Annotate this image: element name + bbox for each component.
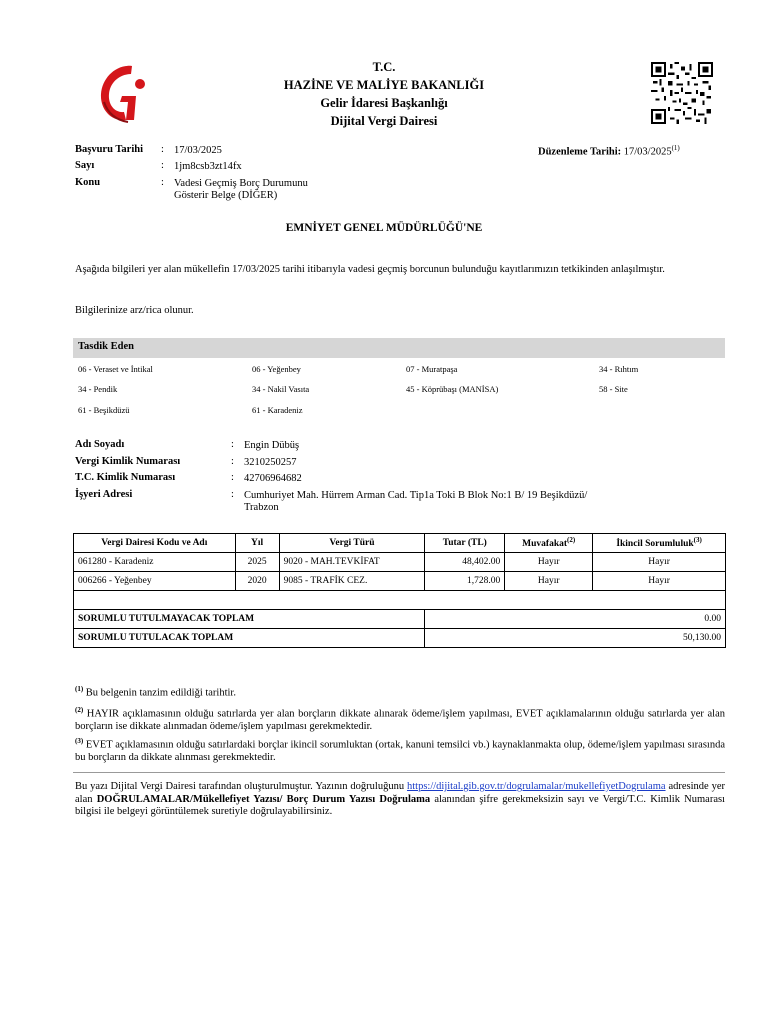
national-id: 42706964682 [244,473,302,484]
note-text: Bu belgenin tanzim edildiği tarihtir. [83,687,236,699]
subject-line-2: Gösterir Belge (DİĞER) [174,190,278,201]
body-text: Aşağıda bilgileri yer alan mükellefin 17/03/2025 tarihi itibarıyla vadesi geçmiş borcunun bulunduğu kayıtlarımızın tetkikinden anlaşılmıştır. [75,264,665,275]
footer-text: Bu yazı Dijital Vergi Dairesi tarafından oluşturulmuştur. Yazının doğruluğunu [75,781,407,792]
verification-text [75,781,725,819]
colon: : [231,439,234,450]
address-line-1: Cumhuriyet Mah. Hürrem Arman Cad. Tip1a Toki B Blok No:1 B/ 19 Beşikdüzü/ [244,490,588,501]
footer-text: adresinde yer alan [75,781,725,805]
approver-office: 07 - Muratpaşa [406,364,458,374]
colon: : [161,160,164,171]
approver-office: 34 - Pendik [78,384,118,394]
header-administration: Gelir İdaresi Başkanlığı [320,96,448,110]
tax-id: 3210250257 [244,457,297,468]
note-mark: (1) [75,685,84,693]
table-cell: 2025 [235,553,279,572]
spacer-cell [74,591,726,610]
approver-office: 45 - Köprübaşı (MANİSA) [406,384,499,394]
total-not-liable: 0.00 [425,610,726,629]
column-header: Tutar (TL) [425,534,505,553]
tax-id-label: Vergi Kimlik Numarası [75,456,181,467]
subject-line-1: Vadesi Geçmiş Borç Durumunu [174,178,308,189]
colon: : [231,456,234,467]
table-cell: Hayır [505,553,593,572]
table-cell: 48,402.00 [425,553,505,572]
column-header: Vergi Türü [279,534,425,553]
colon: : [231,472,234,483]
column-header: Yıl [235,534,279,553]
table-cell: 9020 - MAH.TEVKİFAT [279,553,425,572]
issue-date-value: 17/03/2025 [623,146,672,158]
address-label: İşyeri Adresi [75,489,133,500]
approver-office: 58 - Site [599,384,628,394]
total-row [74,610,726,629]
approvers-title: Tasdik Eden [78,341,134,352]
table-cell: 9085 - TRAFİK CEZ. [279,572,425,591]
approver-office: 61 - Beşikdüzü [78,405,130,415]
column-header: Muvafakat [522,539,568,550]
table-row [74,572,726,591]
note-mark: (3) [75,737,84,745]
closing-text: Bilgilerinize arz/rica olunur. [75,305,194,316]
footer-text: alanından şifre gerekmeksizin sayı ve Vergi/T.C. Kimlik Numarası bilgisi ile belgeyi görüntülemek suretiyle doğrulayabilirsiniz. [75,793,725,817]
issue-date-label: Düzenleme Tarihi: [538,146,622,158]
issue-date-note: (1) [671,144,680,152]
column-header: İkincil Sorumluluk [616,539,694,550]
colon: : [161,144,164,155]
table-cell: Hayır [505,572,593,591]
note-2 [75,704,725,733]
table-cell: Hayır [593,553,726,572]
header-office: Dijital Vergi Dairesi [330,114,438,128]
table-cell: 006266 - Yeğenbey [74,572,236,591]
approver-office: 34 - Rıhtım [599,364,639,374]
note-3 [75,735,725,764]
header-ministry: HAZİNE VE MALİYE BAKANLIĞI [283,78,485,92]
note-mark: (2) [75,706,84,714]
taxpayer-name: Engin Dübüş [244,440,300,451]
header-tc: T.C. [372,60,396,74]
total-liable-label: SORUMLU TUTULACAK TOPLAM [74,629,425,648]
note-1 [75,683,725,700]
table-row [74,553,726,572]
application-date: 17/03/2025 [174,145,222,156]
approver-office: 06 - Veraset ve İntikal [78,364,153,374]
colon: : [231,489,234,500]
verification-link[interactable]: https://dijital.gib.gov.tr/dogrulamalar/mukellefiyetDogrulama [406,781,666,792]
spacer-row [74,591,726,610]
table-cell: 2020 [235,572,279,591]
application-date-label: Başvuru Tarihi [75,144,143,155]
subject-label: Konu [75,177,101,188]
number-label: Sayı [75,160,95,171]
note-text: HAYIR açıklamasının olduğu satırlarda yer alan borçların dikkate alınarak ödeme/işlem yapılması, EVET açıklamalarının olduğu satırlarda yer alan borçların ise dikkate alınmadan ödeme/işlem yapılması gerekmektedir. [75,708,725,732]
header-note: (3) [693,536,702,545]
qr-code [650,62,714,124]
approver-office: 06 - Yeğenbey [252,364,301,374]
approver-office: 61 - Karadeniz [252,405,303,415]
document-number: 1jm8csb3zt14fx [174,161,242,172]
header-note: (2) [567,536,576,545]
name-label: Adı Soyadı [75,439,125,450]
approvers-header [73,338,725,358]
table-cell: 061280 - Karadeniz [74,553,236,572]
addressee: EMNİYET GENEL MÜDÜRLÜĞÜ'NE [285,222,483,234]
address-line-2: Trabzon [244,502,279,513]
total-liable: 50,130.00 [425,629,726,648]
column-header: Vergi Dairesi Kodu ve Adı [74,534,236,553]
footer-bold-text: DOĞRULAMALAR/Mükellefiyet Yazısı/ Borç Durum Yazısı Doğrulama [96,793,431,805]
divider [73,772,725,773]
national-id-label: T.C. Kimlik Numarası [75,472,176,483]
column-header-secondary [593,534,726,553]
issue-date [538,144,680,158]
table-header-row [74,534,726,553]
column-header-consent [505,534,593,553]
note-text: EVET açıklamasının olduğu satırlardaki borçlar ikincil sorumluktan (ortak, kanuni temsilci vb.) kaynaklanmakta olup, ödeme/işlem yapılması sırasında bu borçların da dikkate alınması gerekmektedir. [75,739,725,763]
table-cell: Hayır [593,572,726,591]
debts-table [73,533,726,648]
approver-office: 34 - Nakil Vasıta [252,384,310,394]
total-row [74,629,726,648]
table-cell: 1,728.00 [425,572,505,591]
total-not-liable-label: SORUMLU TUTULMAYACAK TOPLAM [74,610,425,629]
colon: : [161,177,164,188]
